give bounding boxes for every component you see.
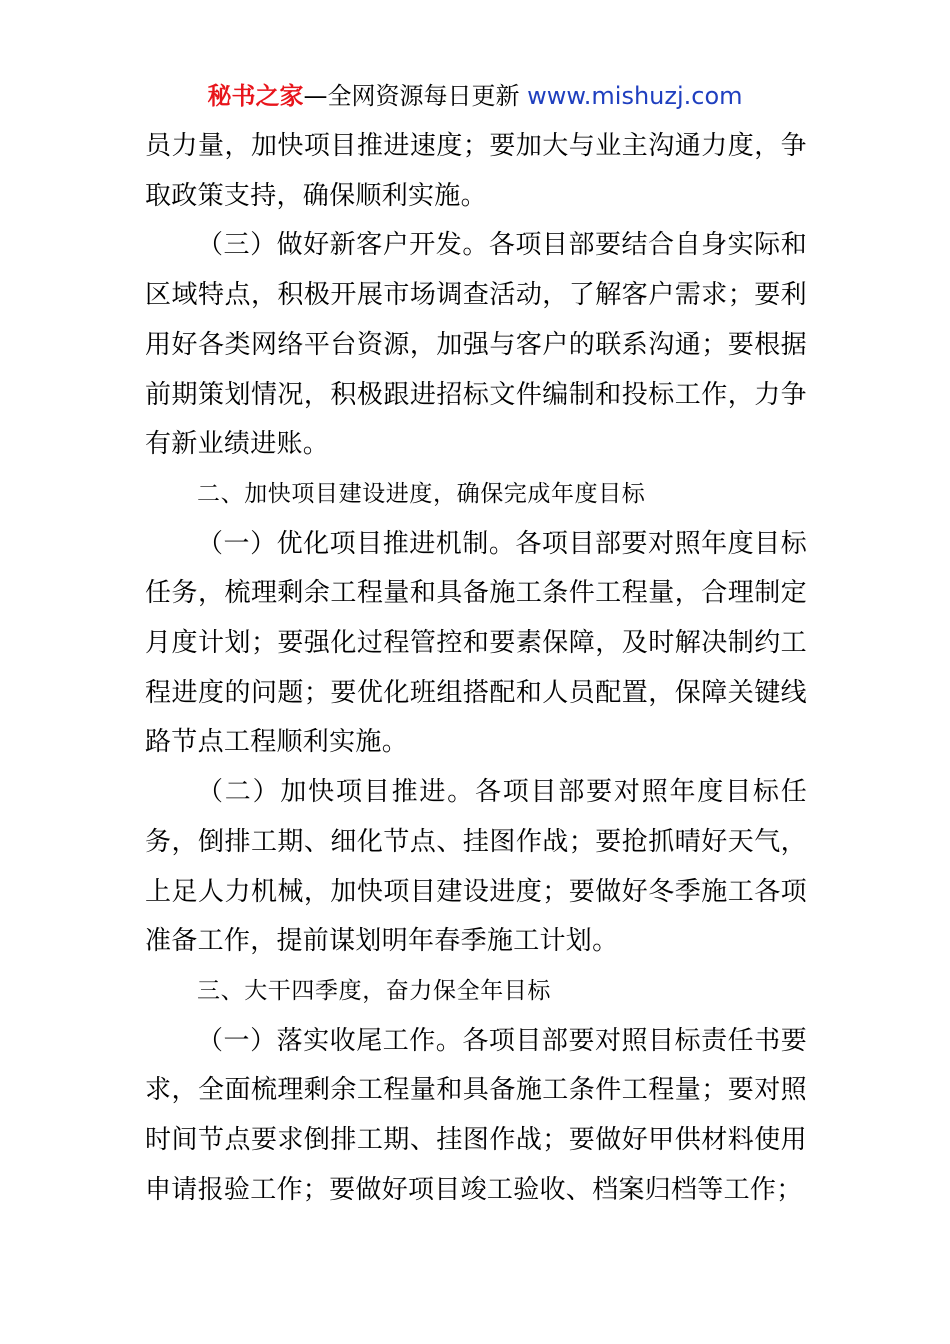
paragraph: （三）做好新客户开发。各项目部要结合自身实际和区域特点，积极开展市场调查活动，了解客户需求；要利用好各类网络平台资源，加强与客户的联系沟通；要根据前期策划情况，积极跟进招标文件编制和投标工作，力争有新业绩进账。 (145, 230, 807, 460)
site-tagline: —全网资源每日更新 (303, 82, 520, 110)
paragraph: 员力量，加快项目推进速度；要加大与业主沟通力度，争取政策支持，确保顺利实施。 (145, 131, 807, 211)
site-brand: 秘书之家 (207, 82, 304, 110)
section-heading: 二、加快项目建设进度，确保完成年度目标 (197, 480, 646, 507)
site-header (0, 80, 950, 112)
paragraph: （一）优化项目推进机制。各项目部要对照年度目标任务，梳理剩余工程量和具备施工条件工程量，合理制定月度计划；要强化过程管控和要素保障，及时解决制约工程进度的问题；要优化班组搭配和人员配置，保障关键线路节点工程顺利实施。 (145, 528, 807, 758)
paragraph: （二）加快项目推进。各项目部要对照年度目标任务，倒排工期、细化节点、挂图作战；要抢抓晴好天气，上足人力机械，加快项目建设进度；要做好冬季施工各项准备工作，提前谋划明年春季施工计划。 (145, 777, 807, 957)
site-url-link[interactable]: www.mishuzj.com (527, 82, 743, 110)
document-body (145, 122, 807, 1215)
section-heading: 三、大干四季度，奋力保全年目标 (197, 977, 551, 1004)
paragraph: （一）落实收尾工作。各项目部要对照目标责任书要求，全面梳理剩余工程量和具备施工条件工程量；要对照时间节点要求倒排工期、挂图作战；要做好甲供材料使用申请报验工作；要做好项目竣工验收、档案归档等工作； (145, 1025, 807, 1205)
